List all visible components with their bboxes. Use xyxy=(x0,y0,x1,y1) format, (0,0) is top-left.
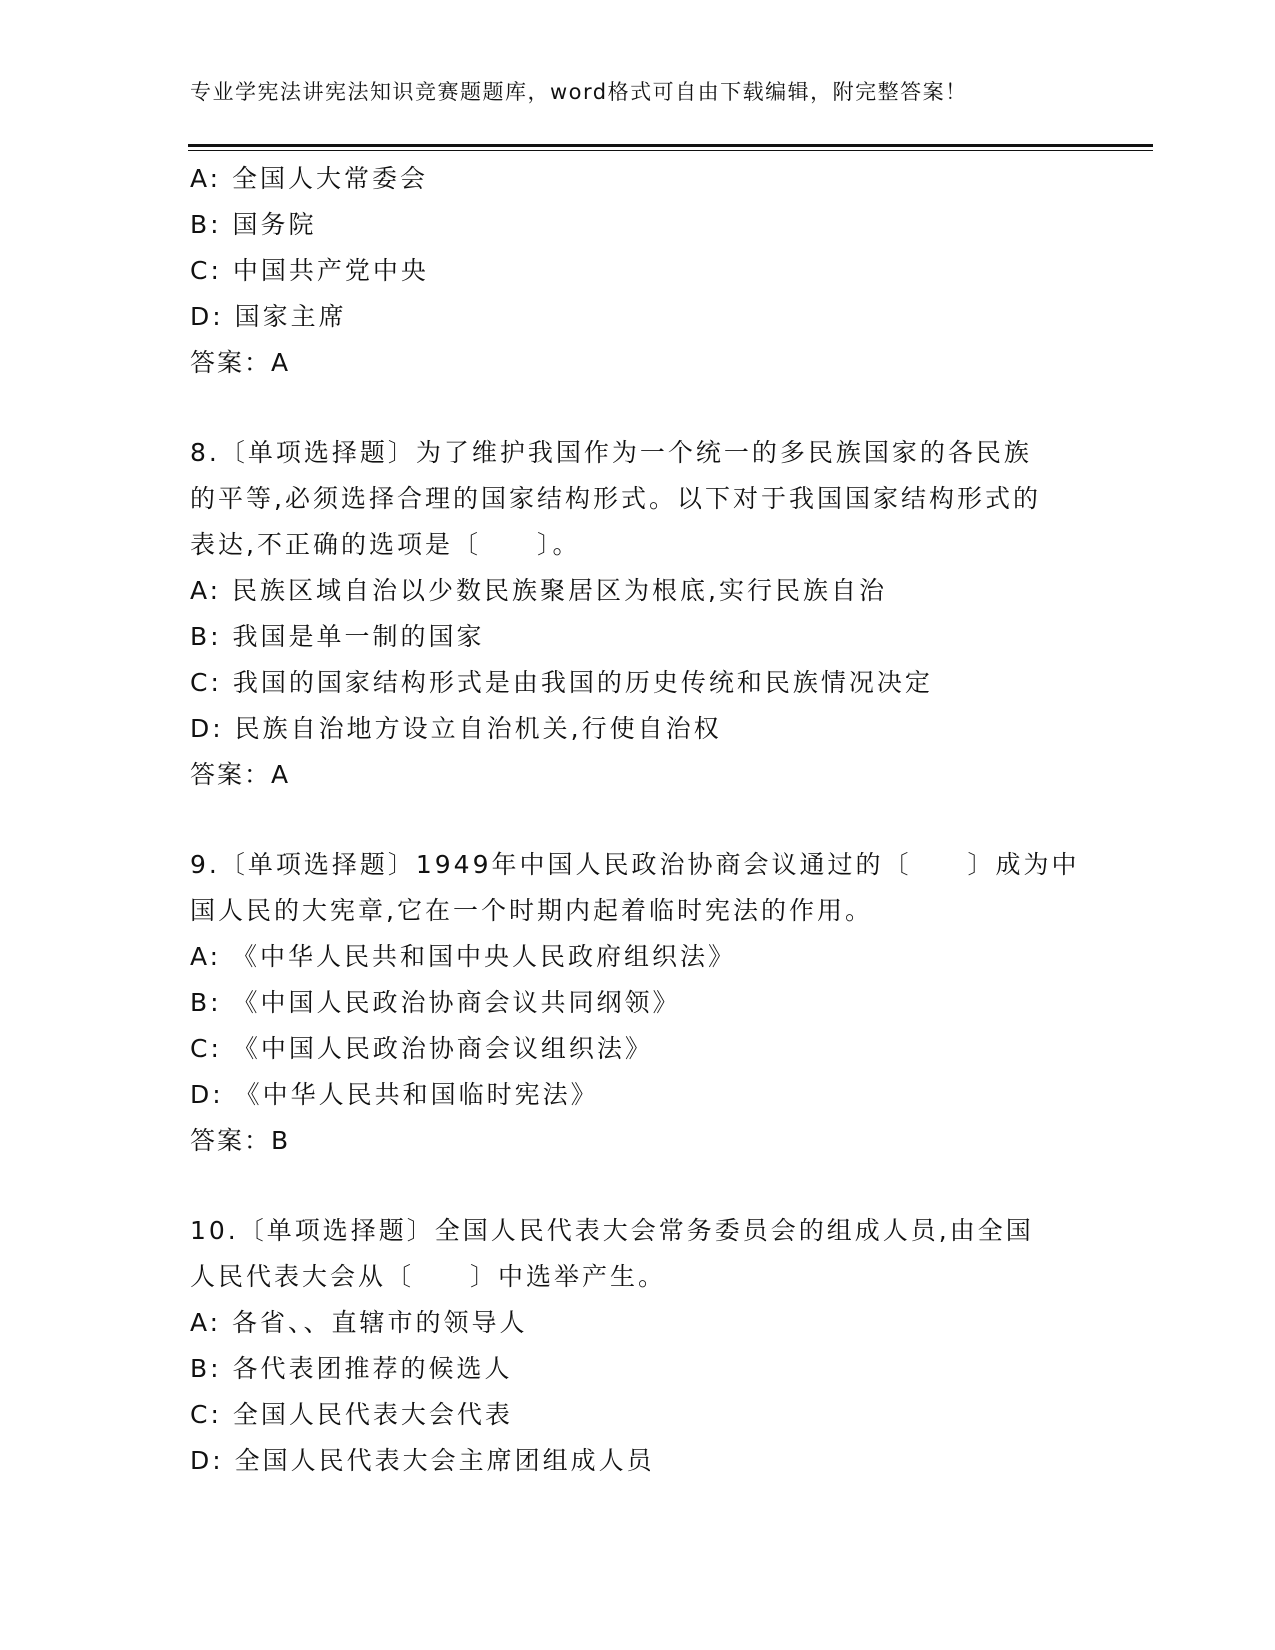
question-stem-line: 人民代表大会从〔 〕中选举产生。 xyxy=(190,1262,667,1291)
question-stem-line: 国人民的大宪章,它在一个时期内起着临时宪法的作用。 xyxy=(190,896,873,925)
option-d: D: 《中华人民共和国临时宪法》 xyxy=(190,1080,599,1109)
question-7 xyxy=(190,156,1090,386)
question-stem-line: 表达,不正确的选项是〔 〕。 xyxy=(190,530,581,559)
header-rule-thick xyxy=(188,144,1153,147)
option-c: C: 中国共产党中央 xyxy=(190,256,429,285)
option-a: A: 全国人大常委会 xyxy=(190,164,429,193)
content-area xyxy=(190,156,1090,1484)
answer-line: 答案：B xyxy=(190,1126,291,1155)
option-a: A: 民族区域自治以少数民族聚居区为根底,实行民族自治 xyxy=(190,576,887,605)
option-a: A: 《中华人民共和国中央人民政府组织法》 xyxy=(190,942,737,971)
question-9 xyxy=(190,842,1090,1164)
option-b: B: 国务院 xyxy=(190,210,317,239)
option-b: B: 我国是单一制的国家 xyxy=(190,622,485,651)
answer-line: 答案：A xyxy=(190,348,291,377)
option-d: D: 全国人民代表大会主席团组成人员 xyxy=(190,1446,655,1475)
question-stem-line: 9.〔单项选择题〕1949年中国人民政治协商会议通过的〔 〕成为中 xyxy=(190,850,1080,879)
option-c: C: 《中国人民政治协商会议组织法》 xyxy=(190,1034,653,1063)
question-10 xyxy=(190,1208,1090,1484)
question-stem-line: 8.〔单项选择题〕为了维护我国作为一个统一的多民族国家的各民族 xyxy=(190,438,1032,467)
option-b: B: 各代表团推荐的候选人 xyxy=(190,1354,513,1383)
option-c: C: 我国的国家结构形式是由我国的历史传统和民族情况决定 xyxy=(190,668,933,697)
option-b: B: 《中国人民政治协商会议共同纲领》 xyxy=(190,988,681,1017)
option-a: A: 各省、、直辖市的领导人 xyxy=(190,1308,528,1337)
question-stem-line: 10.〔单项选择题〕全国人民代表大会常务委员会的组成人员,由全国 xyxy=(190,1216,1034,1245)
page-header: 专业学宪法讲宪法知识竞赛题题库，word格式可自由下载编辑，附完整答案！ xyxy=(190,80,968,104)
option-d: D: 民族自治地方设立自治机关,行使自治权 xyxy=(190,714,722,743)
header-rule-thin xyxy=(188,150,1153,151)
question-8 xyxy=(190,430,1090,798)
question-stem-line: 的平等,必须选择合理的国家结构形式。以下对于我国国家结构形式的 xyxy=(190,484,1041,513)
answer-line: 答案：A xyxy=(190,760,291,789)
option-d: D: 国家主席 xyxy=(190,302,347,331)
option-c: C: 全国人民代表大会代表 xyxy=(190,1400,513,1429)
